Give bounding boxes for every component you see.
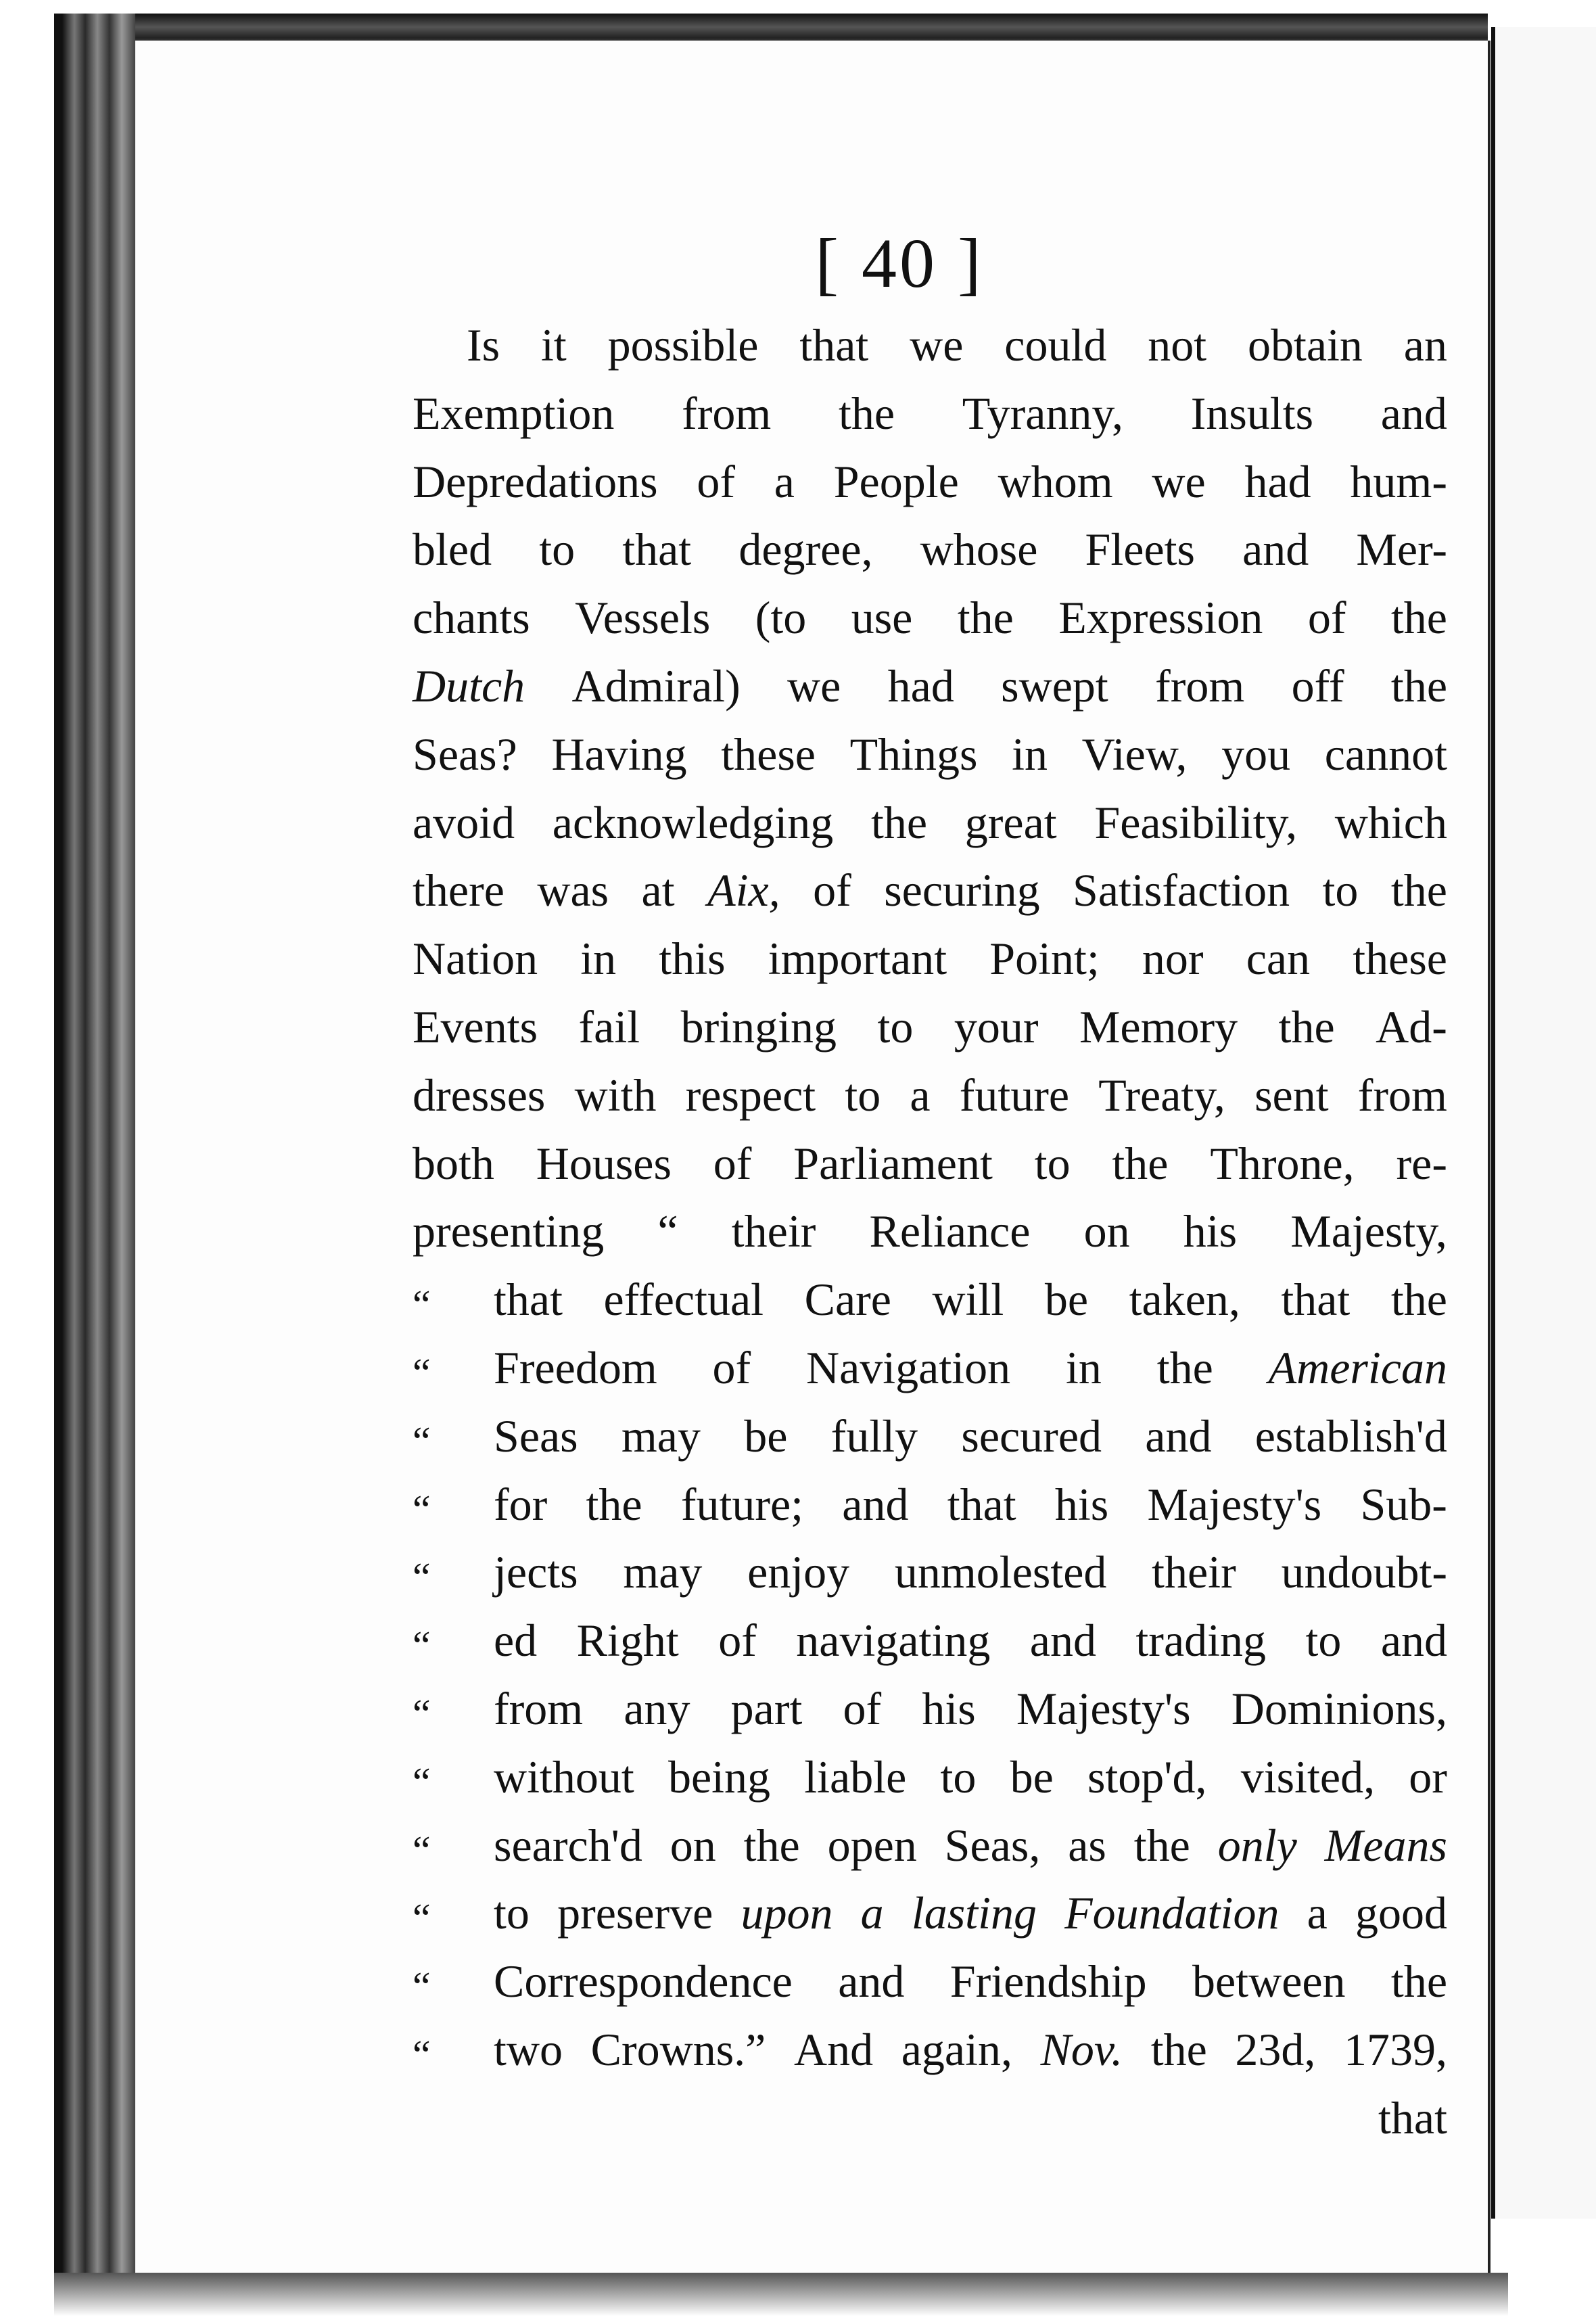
word: trading [1135, 1615, 1267, 1667]
word: his [922, 1682, 976, 1734]
word: undoubt- [1281, 1546, 1447, 1598]
word: that [494, 1274, 563, 1326]
word: of [843, 1682, 882, 1734]
word: Freedom [494, 1341, 657, 1393]
word: this [659, 933, 726, 985]
word: establish'd [1254, 1410, 1447, 1462]
word: to [1034, 1137, 1071, 1189]
word: can [1246, 933, 1311, 985]
word: dresses [413, 1069, 546, 1121]
word: off [1291, 659, 1344, 712]
text-line [413, 720, 1447, 789]
quote-mark: “ [413, 1487, 431, 1532]
word: be [1044, 1274, 1089, 1326]
word: fail [578, 1000, 640, 1052]
word: of [1307, 592, 1346, 644]
word: Things [849, 728, 978, 780]
word: could [1004, 319, 1107, 371]
word: the [1112, 1137, 1169, 1189]
word: a [910, 1069, 931, 1121]
word: Majesty's [1147, 1478, 1322, 1530]
word: was [537, 864, 609, 917]
word: between [1192, 1955, 1346, 2008]
word: upon [741, 1887, 833, 1939]
word: and [1380, 1615, 1447, 1667]
word: Depredations [413, 455, 658, 507]
word: may [623, 1546, 703, 1598]
word: 23d, [1235, 2023, 1316, 2075]
word: their [731, 1205, 816, 1257]
quote-mark: “ [413, 1896, 431, 1941]
word: Events [413, 1000, 538, 1052]
text-line [413, 1538, 1447, 1606]
word: navigating [796, 1615, 991, 1667]
word: to [1322, 864, 1359, 917]
quote-mark: “ [413, 1350, 431, 1395]
word: to [1305, 1615, 1342, 1667]
word: Admiral) [571, 659, 741, 712]
word: Exemption [413, 387, 615, 439]
text-line [413, 1811, 1447, 1880]
word: to [940, 1751, 977, 1803]
word: Parliament [793, 1137, 993, 1189]
word: being [667, 1751, 771, 1803]
word: Expression [1058, 592, 1263, 644]
word: Tyranny, [962, 387, 1123, 439]
word: Satisfaction [1073, 864, 1290, 917]
word: obtain [1247, 319, 1363, 371]
word: in [580, 933, 617, 985]
quote-mark: “ [413, 2032, 431, 2077]
word: two [494, 2023, 563, 2075]
word: 1739, [1343, 2023, 1447, 2075]
word: a [1307, 1887, 1328, 1939]
word: good [1355, 1887, 1447, 1939]
word: these [721, 728, 816, 780]
word: his [1183, 1205, 1238, 1257]
word: an [1403, 319, 1447, 371]
quote-mark: “ [413, 1964, 431, 2010]
word: securing [884, 864, 1040, 917]
text-line [413, 925, 1447, 993]
word: with [574, 1069, 657, 1121]
word: in [1012, 728, 1048, 780]
word: avoid [413, 796, 515, 848]
word: to [845, 1069, 881, 1121]
word: respect [685, 1069, 816, 1121]
word: to [494, 1887, 530, 1939]
word: Foundation [1064, 1887, 1280, 1939]
word: bringing [680, 1000, 837, 1052]
word: on [670, 1819, 716, 1871]
word: the [1150, 2023, 1207, 2075]
word: Houses [536, 1137, 672, 1189]
word: the [957, 592, 1014, 644]
word: both [413, 1137, 494, 1189]
text-line [413, 1061, 1447, 1130]
word: of [697, 455, 735, 507]
word: swept [1001, 659, 1108, 712]
word: any [624, 1682, 690, 1734]
word: may [621, 1410, 701, 1462]
word: to [877, 1000, 914, 1052]
word: jects [494, 1546, 578, 1598]
word: preserve [557, 1887, 713, 1939]
word: And [793, 2023, 874, 2075]
word: at [641, 864, 675, 917]
text-line [413, 1470, 1447, 1539]
word: we [910, 319, 964, 371]
word: from [1155, 659, 1245, 712]
word: Navigation [806, 1341, 1011, 1393]
word: ed [494, 1615, 538, 1667]
word: View, [1081, 728, 1188, 780]
word: Mer- [1356, 524, 1447, 576]
word: which [1334, 796, 1447, 848]
word: their [1152, 1546, 1236, 1598]
word: as [1068, 1819, 1106, 1871]
word: be [744, 1410, 788, 1462]
word: whom [998, 455, 1113, 507]
word: Dominions, [1231, 1682, 1447, 1734]
word: the [743, 1819, 800, 1871]
word: future [959, 1069, 1070, 1121]
word: of [712, 1341, 751, 1393]
text-line [413, 856, 1447, 925]
quote-mark: “ [413, 1623, 431, 1669]
text-line [413, 1606, 1447, 1675]
word: the [870, 796, 928, 848]
word: possible [607, 319, 759, 371]
word: the [1390, 1955, 1447, 2008]
text-line [413, 515, 1447, 584]
word: your [954, 1000, 1039, 1052]
word: important [768, 933, 947, 985]
word: Is [467, 319, 500, 371]
word: Treaty, [1098, 1069, 1225, 1121]
text-line [413, 1197, 1447, 1266]
word: sent [1254, 1069, 1329, 1121]
word: future; [680, 1478, 804, 1530]
word: re- [1396, 1137, 1447, 1189]
word: search'd [494, 1819, 642, 1871]
word: only [1217, 1819, 1297, 1871]
word: Nov. [1040, 2023, 1123, 2075]
catchword [413, 2084, 1447, 2152]
word: nor [1142, 933, 1204, 985]
word: effectual [603, 1274, 764, 1326]
word: enjoy [747, 1546, 850, 1598]
word: from [1357, 1069, 1447, 1121]
word: Sub- [1360, 1478, 1447, 1530]
text-line [413, 1402, 1447, 1470]
word: from [494, 1682, 584, 1734]
text-line [413, 1675, 1447, 1743]
text-line [413, 789, 1447, 857]
word: Dutch [413, 659, 525, 712]
word: of [713, 1137, 752, 1189]
word: you [1221, 728, 1291, 780]
word: his [1054, 1478, 1109, 1530]
word: on [1083, 1205, 1130, 1257]
word: Care [804, 1274, 891, 1326]
word: we [1152, 455, 1206, 507]
word: unmolested [894, 1546, 1107, 1598]
word: Throne, [1210, 1137, 1355, 1189]
word: in [1065, 1341, 1102, 1393]
word: the [1278, 1000, 1335, 1052]
word: it [540, 319, 567, 371]
word: great [964, 796, 1057, 848]
word: of [813, 864, 851, 917]
word: for [494, 1478, 548, 1530]
word: the [839, 387, 895, 439]
word: Memory [1079, 1000, 1238, 1052]
word: not [1148, 319, 1207, 371]
word: cannot [1324, 728, 1447, 780]
text-line [413, 1266, 1447, 1334]
word: Feasibility, [1094, 796, 1298, 848]
quote-mark: “ [413, 1759, 431, 1805]
book-spine-edge [54, 14, 135, 2293]
word: we [787, 659, 841, 712]
quote-mark: “ [413, 1691, 431, 1736]
page-bottom-shadow [54, 2273, 1508, 2316]
word: “ [657, 1205, 678, 1257]
word: a [860, 1887, 884, 1939]
text-line [413, 311, 1447, 379]
word: Majesty's [1016, 1682, 1191, 1734]
word: Vessels [575, 592, 711, 644]
word: there [413, 864, 504, 917]
quote-mark: “ [413, 1282, 431, 1328]
text-line [413, 1334, 1447, 1402]
word: Nation [413, 933, 538, 985]
text-line [413, 1130, 1447, 1198]
word: visited, [1240, 1751, 1376, 1803]
word: hum- [1350, 455, 1447, 507]
catchword-text: that [1378, 2091, 1447, 2144]
word: chants [413, 592, 530, 644]
text-line [413, 379, 1447, 448]
word: that [1281, 1274, 1351, 1326]
word: the [586, 1478, 642, 1530]
word: taken, [1129, 1274, 1240, 1326]
word: from [682, 387, 772, 439]
word: open [827, 1819, 917, 1871]
word: part [730, 1682, 803, 1734]
text-line [413, 584, 1447, 652]
word: without [494, 1751, 634, 1803]
word: fully [830, 1410, 918, 1462]
word: a [774, 455, 795, 507]
word: the [1133, 1819, 1190, 1871]
word: liable [804, 1751, 907, 1803]
word: whose [920, 524, 1038, 576]
word: and [1242, 524, 1309, 576]
word: again, [901, 2023, 1012, 2075]
word: Point; [989, 933, 1100, 985]
word: the [1390, 592, 1447, 644]
word: Aix, [707, 864, 780, 917]
text-line [413, 448, 1447, 516]
word: had [887, 659, 954, 712]
page-number: [ 40 ] [815, 225, 984, 302]
word: be [1010, 1751, 1054, 1803]
word: lasting [911, 1887, 1037, 1939]
word: the [1390, 1274, 1447, 1326]
word: Friendship [949, 1955, 1147, 2008]
word: secured [961, 1410, 1102, 1462]
text-line [413, 993, 1447, 1061]
word: stop'd, [1087, 1751, 1207, 1803]
word: Majesty, [1290, 1205, 1447, 1257]
word: use [851, 592, 913, 644]
word: that [947, 1478, 1016, 1530]
word: Means [1324, 1819, 1447, 1871]
word: the [1390, 659, 1447, 712]
quote-mark: “ [413, 1418, 431, 1464]
word: had [1244, 455, 1311, 507]
word: Crowns.” [590, 2023, 766, 2075]
word: Fleets [1085, 524, 1195, 576]
word: the [1156, 1341, 1213, 1393]
word: degree, [738, 524, 873, 576]
word: will [932, 1274, 1004, 1326]
word: of [718, 1615, 757, 1667]
word: Seas, [944, 1819, 1041, 1871]
word: or [1409, 1751, 1447, 1803]
word: and [1145, 1410, 1212, 1462]
word: Seas [494, 1410, 578, 1462]
word: Seas? [413, 728, 517, 780]
word: Insults [1190, 387, 1314, 439]
word: Reliance [869, 1205, 1031, 1257]
word: acknowledging [552, 796, 834, 848]
text-line [413, 2016, 1447, 2084]
word: and [838, 1955, 905, 2008]
word: and [842, 1478, 909, 1530]
word: these [1353, 933, 1447, 985]
facing-page-edge [1491, 27, 1596, 2219]
body-text [413, 311, 1447, 2152]
word: to [539, 524, 576, 576]
word: People [833, 455, 959, 507]
word: bled [413, 524, 492, 576]
word: the [1390, 864, 1447, 917]
text-line [413, 652, 1447, 720]
quote-mark: “ [413, 1828, 431, 1873]
word: and [1029, 1615, 1096, 1667]
word: Correspondence [494, 1955, 793, 2008]
word: Ad- [1376, 1000, 1447, 1052]
word: presenting [413, 1205, 605, 1257]
word: American [1268, 1341, 1447, 1393]
text-line [413, 1879, 1447, 1947]
text-line [413, 1743, 1447, 1811]
word: Having [551, 728, 687, 780]
word: Right [576, 1615, 679, 1667]
word: that [799, 319, 869, 371]
word: that [622, 524, 692, 576]
word: (to [755, 592, 807, 644]
quote-mark: “ [413, 1555, 431, 1600]
text-line [413, 1947, 1447, 2016]
word: and [1380, 387, 1447, 439]
